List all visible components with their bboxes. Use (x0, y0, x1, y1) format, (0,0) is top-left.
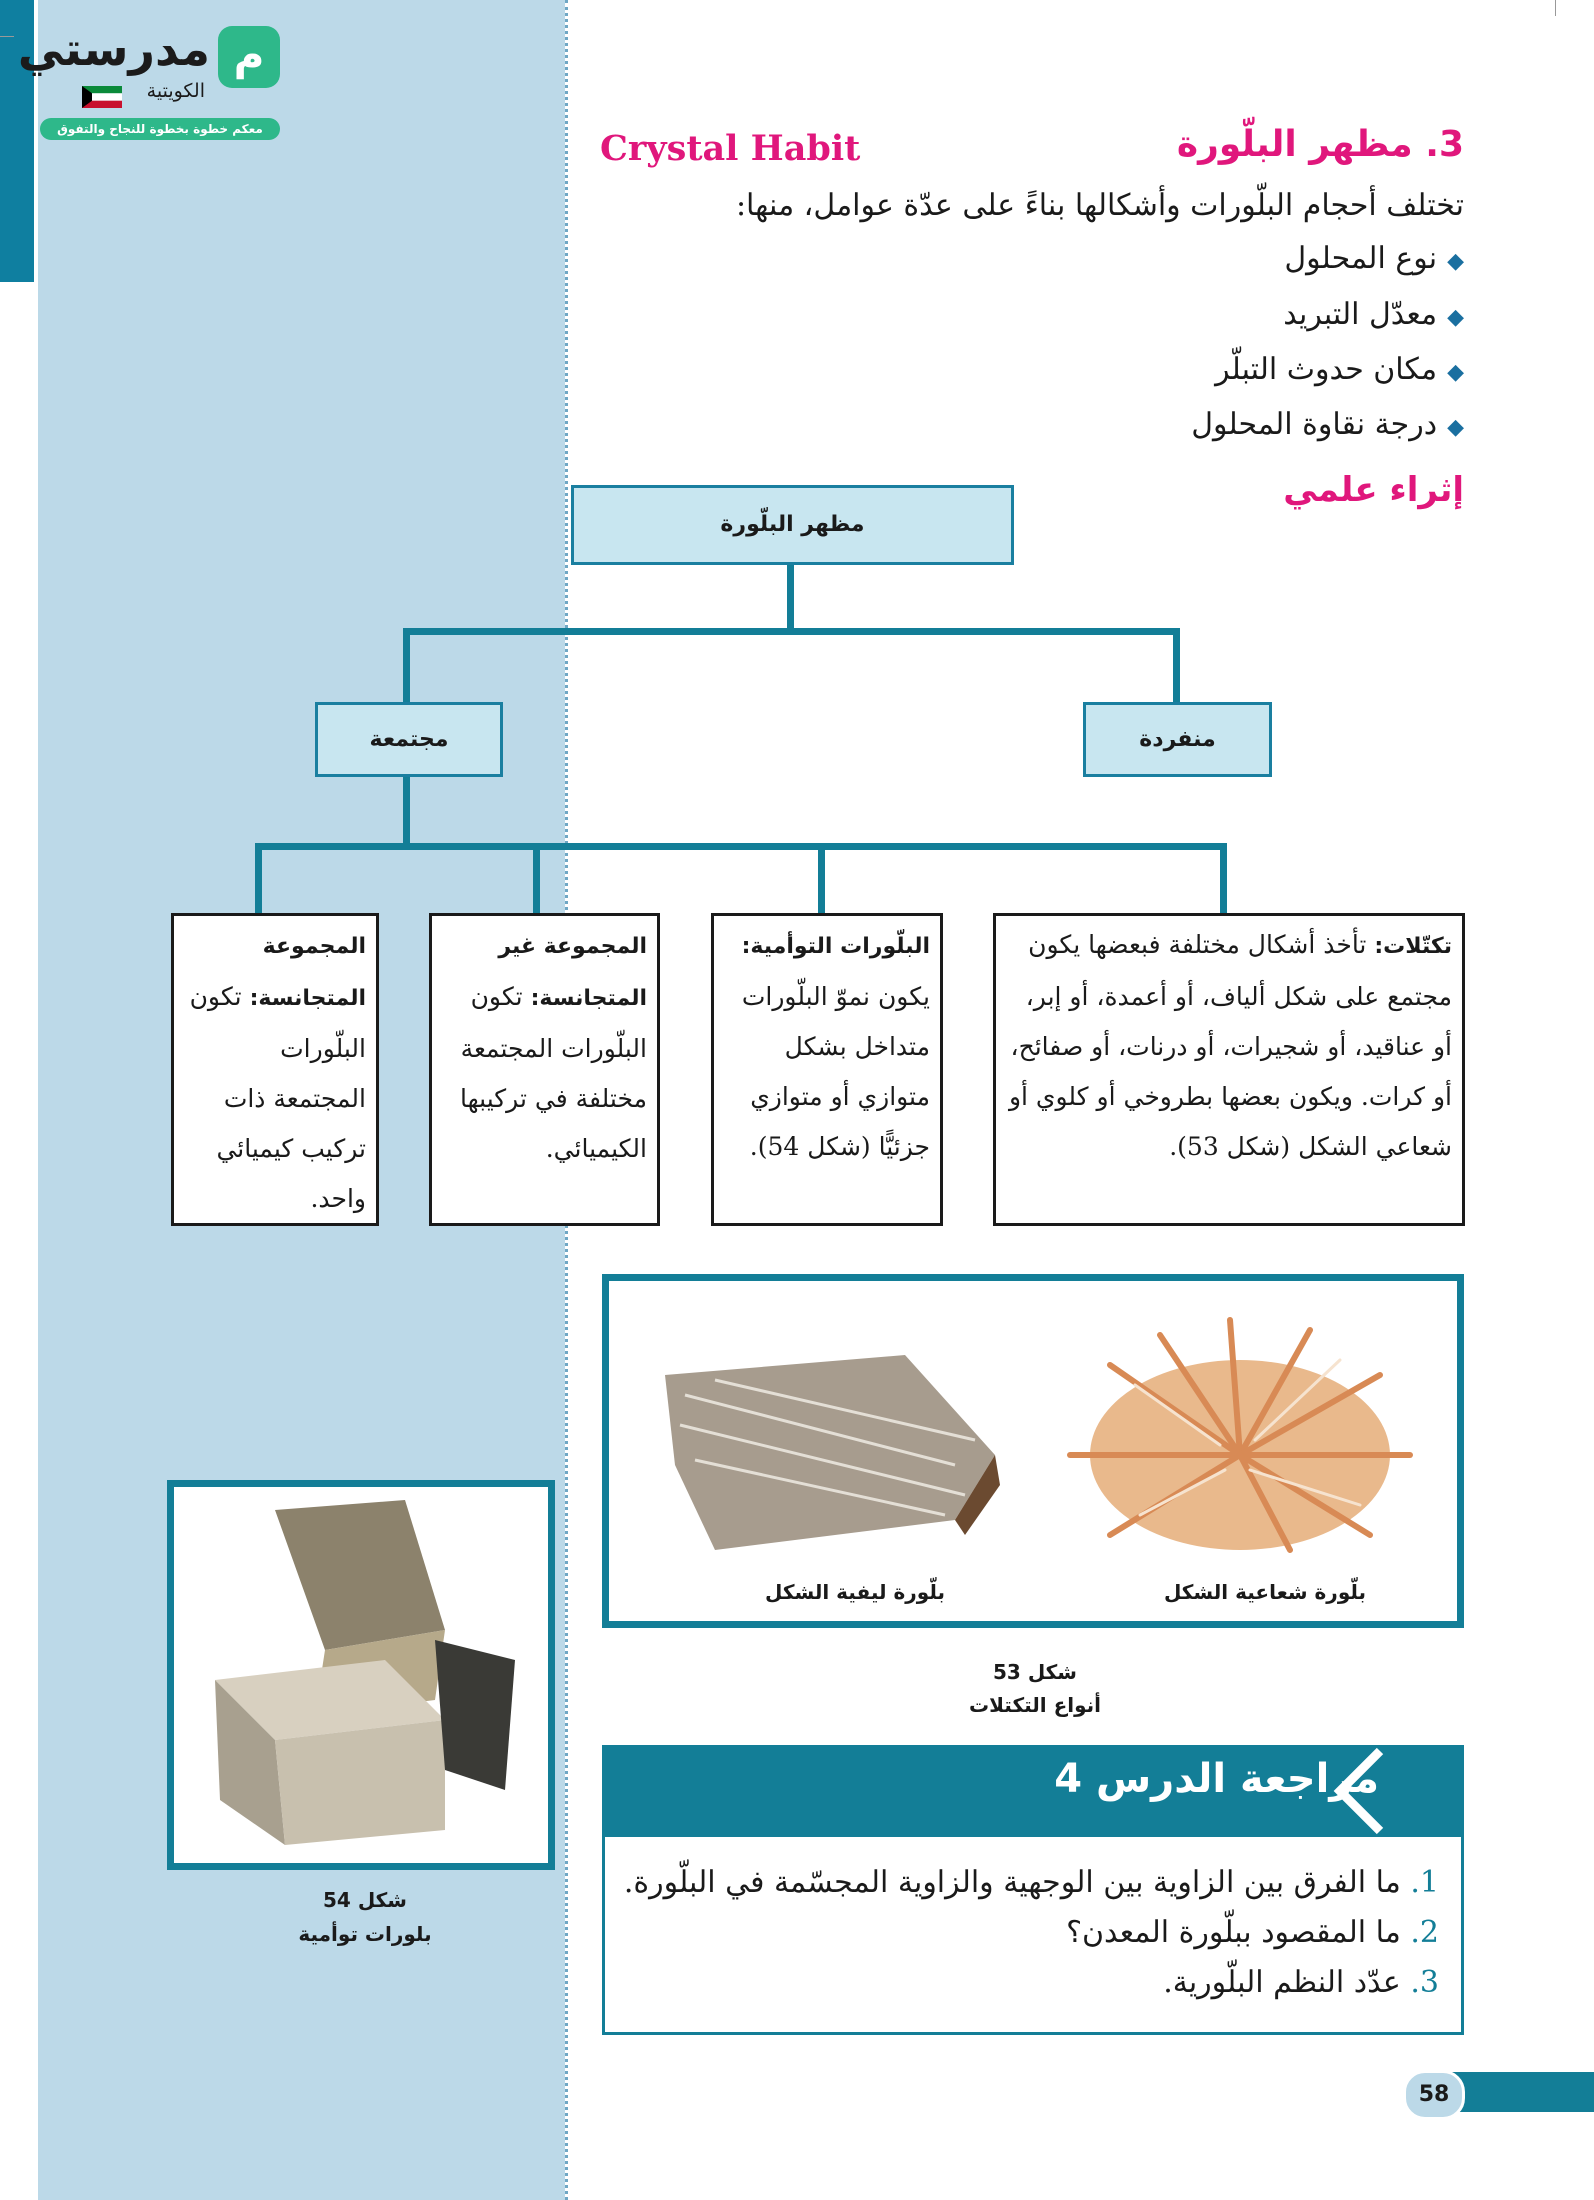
diagram-root-node: مظهر البلّورة (571, 485, 1014, 565)
aggregates-text: تأخذ أشكال مختلفة فبعضها يكون مجتمع على شكل ألياف، أو أعمدة، أو إبر، أو عناقيد، أو شجيرات، أو درنات، أو صفائح، أو كرات. ويكون بعضها بطروخي أو كلوي أو شعاعي الشكل (شكل 53). (1008, 930, 1452, 1161)
review-question (624, 1865, 1439, 1900)
question-number: 2. (1410, 1915, 1439, 1950)
intro-paragraph: تختلف أحجام البلّورات وأشكالها بناءً على عدّة عوامل، منها: (735, 188, 1464, 223)
question-text: عدّد النظم البلّورية. (1163, 1965, 1401, 2000)
diamond-bullet-icon: ◆ (1447, 305, 1464, 330)
diagram-node-single: منفردة (1083, 702, 1272, 777)
page-number: 58 (1403, 2070, 1465, 2120)
twinned-title: البلّورات التوأمية: (741, 934, 930, 959)
crop-mark (1555, 0, 1556, 16)
radiating-caption: بلّورة شعاعية الشكل (1163, 1580, 1367, 1604)
logo-name: مدرستي (17, 22, 210, 76)
aggregates-title: تكتّلات: (1374, 934, 1452, 959)
question-number: 3. (1410, 1965, 1439, 2000)
homogeneous-title: المجموعة المتجانسة: (249, 934, 366, 1011)
madrasati-logo (17, 22, 280, 136)
connector-line (787, 562, 794, 630)
connector-line (818, 843, 825, 913)
section-heading-arabic: 3. مظهر البلّورة (1176, 124, 1464, 165)
section-heading-english: Crystal Habit (600, 128, 861, 169)
twinned-pyrite-image (215, 1500, 525, 1850)
connector-line (1220, 843, 1227, 913)
review-question (1066, 1915, 1439, 1950)
kuwait-flag-icon (82, 86, 122, 108)
heterogeneous-text: تكون البلّورات المجتمعة مختلفة في تركيبها الكيميائي. (460, 982, 647, 1163)
connector-line (255, 843, 262, 913)
homogeneous-group-box (171, 913, 379, 1226)
homogeneous-text: تكون البلّورات المجتمعة ذات تركيب كيميائي واحد. (189, 982, 366, 1213)
logo-slogan: معكم خطوة بخطوة للنجاح والتفوق (40, 118, 280, 140)
fibrous-crystal-image (655, 1345, 1015, 1555)
heterogeneous-title: المجموعة غير المتجانسة: (498, 934, 647, 1011)
question-text: ما الفرق بين الزاوية بين الوجهية والزاوية المجسّمة في البلّورة. (623, 1865, 1401, 1900)
logo-mark-icon: م (218, 26, 280, 88)
enrichment-heading: إثراء علمي (1283, 470, 1464, 510)
list-item (1283, 297, 1464, 332)
figure-54-number: شكل 54 (323, 1888, 407, 1912)
aggregates-box (993, 913, 1465, 1226)
connector-line (255, 843, 1227, 850)
list-item-text: مكان حدوث التبلّر (1215, 352, 1438, 387)
list-item (1284, 241, 1464, 276)
connector-line (403, 777, 410, 846)
list-item (1191, 407, 1464, 442)
review-title: مراجعة الدرس 4 (1054, 1756, 1379, 1802)
fibrous-caption: بلّورة ليفية الشكل (764, 1580, 946, 1604)
page-number-bar (1452, 2072, 1594, 2112)
review-question (1163, 1965, 1439, 2000)
connector-line (1173, 628, 1180, 702)
list-item-text: نوع المحلول (1284, 241, 1438, 276)
question-number: 1. (1410, 1865, 1439, 1900)
figure-53-title: أنواع التكتلات (969, 1693, 1101, 1717)
twinned-crystals-box (711, 913, 943, 1226)
figure-53-number: شكل 53 (993, 1660, 1077, 1684)
diagram-node-grouped: مجتمعة (315, 702, 503, 777)
figure-54-title: بلورات توأمية (298, 1922, 432, 1946)
list-item (1215, 352, 1464, 387)
logo-country: الكويتية (146, 80, 205, 102)
radiating-crystal-image (1040, 1305, 1440, 1565)
connector-line (403, 628, 410, 702)
diamond-bullet-icon: ◆ (1447, 415, 1464, 440)
question-text: ما المقصود ببلّورة المعدن؟ (1066, 1915, 1401, 1950)
list-item-text: معدّل التبريد (1283, 297, 1438, 332)
connector-line (533, 843, 540, 913)
heterogeneous-group-box (429, 913, 660, 1226)
list-item-text: درجة نقاوة المحلول (1191, 407, 1438, 442)
crop-mark (0, 36, 14, 37)
connector-line (403, 628, 1180, 635)
twinned-text: يكون نموّ البلّورات متداخل بشكل متوازي أو متوازي جزئيًّا (شكل 54). (741, 982, 930, 1161)
diamond-bullet-icon: ◆ (1447, 249, 1464, 274)
diamond-bullet-icon: ◆ (1447, 360, 1464, 385)
